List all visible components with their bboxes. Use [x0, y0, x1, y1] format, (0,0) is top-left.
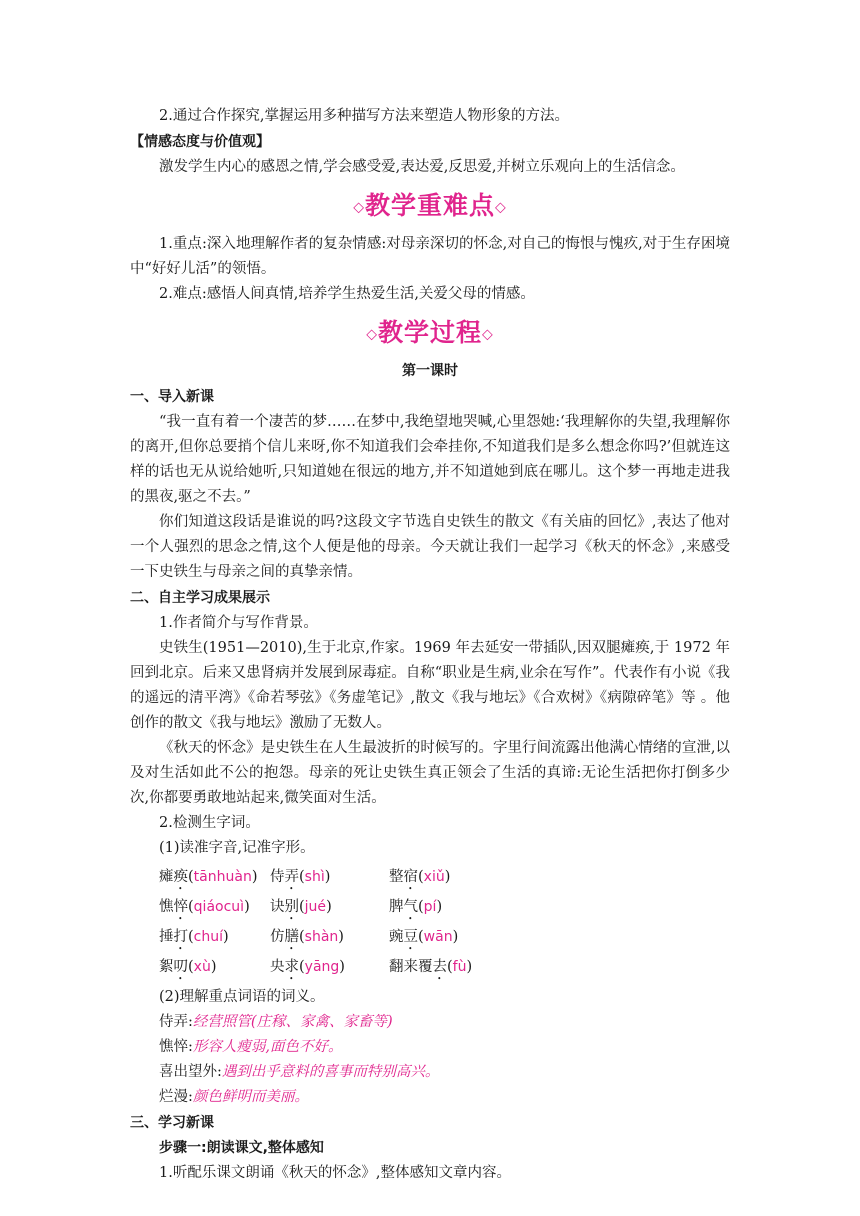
vocab-item: 2.检测生字词。 — [159, 815, 260, 831]
vocab-word: 翻来覆去(fù) — [389, 959, 473, 975]
definition-line — [130, 1085, 730, 1110]
pinyin: pí — [423, 899, 437, 915]
definition-term: 烂漫: — [159, 1089, 193, 1105]
vocab-word: 整宿(xiǔ) — [389, 869, 451, 885]
definition-text: 形容人瘦弱,面色不好。 — [192, 1039, 343, 1055]
definition-line — [130, 1010, 730, 1035]
pinyin: tānhuàn — [193, 869, 252, 885]
lesson-title: 第一课时 — [402, 363, 458, 379]
definition-term: 憔悴: — [159, 1039, 193, 1055]
difficulty-banner — [130, 186, 730, 228]
vocab-sub-1: (1)读准字音,记准字形。 — [159, 840, 315, 856]
vocab-word: 脾气(pí) — [389, 899, 443, 915]
author-item: 1.作者简介与写作背景。 — [159, 615, 318, 631]
definition-text: 经营照管(庄稼、家禽、家畜等) — [192, 1014, 393, 1030]
writing-background: 《秋天的怀念》是史铁生在人生最波折的时候写的。字里行间流露出他满心情绪的宣泄,以及对生活如此不公的抱怨。母亲的死让史铁生真正领会了生活的真谛:无论生活把你打倒多少次,你都要勇敢地站起来,微笑面对生活。 — [130, 740, 730, 806]
definition-term: 喜出望外: — [159, 1064, 222, 1080]
vocab-word: 絮叨(xù) — [159, 959, 217, 975]
pinyin: shì — [304, 869, 325, 885]
definition-line — [130, 1035, 730, 1060]
diamond-icon: ◇ — [366, 326, 378, 342]
diamond-icon: ◇ — [353, 199, 365, 216]
emotion-text: 激发学生内心的感恩之情,学会感受爱,表达爱,反思爱,并树立乐观向上的生活信念。 — [159, 159, 685, 175]
section-2-heading: 二、自主学习成果展示 — [130, 590, 270, 606]
objective-2: 2.通过合作探究,掌握运用多种描写方法来塑造人物形象的方法。 — [159, 108, 569, 124]
vocab-word: 侍弄(shì) — [270, 869, 331, 885]
definition-line — [130, 1060, 730, 1085]
intro-quote: “我一直有着一个凄苦的梦……在梦中,我绝望地哭喊,心里怨她:‘我理解你的失望,我理解你的离开,但你总要捎个信儿来呀,你不知道我们会牵挂你,不知道我们是多么想念你吗?’但就连这样的话也无从说给她听,只知道她在很远的地方,并不知道她到底在哪儿。这个梦一再地走进我的黑夜,驱之不去。” — [130, 414, 730, 505]
section-3-heading: 三、学习新课 — [130, 1115, 214, 1131]
author-bio: 史铁生(1951—2010),生于北京,作家。1969 年去延安一带插队,因双腿瘫痪,于 1972 年回到北京。后来又患肾病并发展到尿毒症。自称“职业是生病,业余在写作”。代表作有小说《我的遥远的清平湾》《命若琴弦》《务虚笔记》,散文《我与地坛》《合欢树》《病隙碎笔》等 。他创作的散文《我与地坛》激励了无数人。 — [130, 640, 730, 731]
pinyin: qiáocuì — [193, 899, 245, 915]
vocab-word: 仿膳(shàn) — [270, 929, 344, 945]
vocab-sub-2: (2)理解重点词语的词义。 — [159, 989, 325, 1005]
pinyin: yāng — [304, 959, 340, 975]
section-1-heading: 一、导入新课 — [130, 389, 214, 405]
process-banner — [130, 313, 730, 355]
vocab-word: 瘫痪(tānhuàn) — [159, 869, 258, 885]
pinyin: wān — [423, 929, 453, 945]
difficulty-title: 教学重难点 — [364, 191, 495, 220]
difficulty-key: 1.重点:深入地理解作者的复杂情感:对母亲深切的怀念,对自己的悔恨与愧疚,对于生存困境中“好好儿活”的领悟。 — [130, 235, 730, 277]
vocab-word: 豌豆(wān) — [389, 929, 459, 945]
definition-text: 遇到出乎意料的喜事而特别高兴。 — [221, 1064, 440, 1080]
vocab-word: 憔悴(qiáocuì) — [159, 899, 250, 915]
vocab-row — [159, 923, 730, 953]
vocab-row — [159, 863, 730, 893]
pinyin: chuí — [193, 929, 224, 945]
emotion-heading: 【情感态度与价值观】 — [130, 134, 270, 150]
process-title: 教学过程 — [377, 317, 482, 347]
vocab-row — [159, 953, 730, 983]
intro-text: 你们知道这段话是谁说的吗?这段文字节选自史铁生的散文《有关庙的回忆》,表达了他对一个人强烈的思念之情,这个人便是他的母亲。今天就让我们一起学习《秋天的怀念》,来感受一下史铁生与母亲之间的真挚亲情。 — [130, 514, 730, 580]
pinyin: fù — [452, 959, 467, 975]
vocab-word: 诀别(jué) — [270, 899, 332, 915]
diamond-icon: ◇ — [482, 326, 494, 342]
definition-text: 颜色鲜明而美丽。 — [192, 1089, 309, 1105]
pinyin: shàn — [304, 929, 339, 945]
vocab-word: 央求(yāng) — [270, 959, 345, 975]
vocab-word: 捶打(chuí) — [159, 929, 229, 945]
diamond-icon: ◇ — [495, 199, 507, 216]
definition-term: 侍弄: — [159, 1014, 193, 1030]
step-1-item: 1.听配乐课文朗诵《秋天的怀念》,整体感知文章内容。 — [159, 1165, 511, 1181]
pinyin: xiǔ — [423, 869, 445, 885]
vocab-row — [159, 893, 730, 923]
document-content — [130, 104, 730, 1186]
vocab-table — [130, 863, 730, 983]
difficulty-hard: 2.难点:感悟人间真情,培养学生热爱生活,关爱父母的情感。 — [159, 285, 535, 302]
pinyin: xù — [193, 959, 211, 975]
step-1-heading: 步骤一:朗读课文,整体感知 — [159, 1140, 324, 1156]
pinyin: jué — [304, 899, 327, 915]
